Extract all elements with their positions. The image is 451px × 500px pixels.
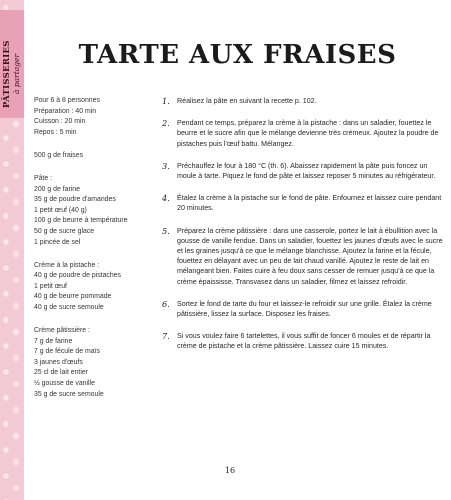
step-text: Sortez le fond de tarte du four et laissez-le refroidir sur une grille. Étalez la crème pâtissière, lissez la surface. Disposez les fraises. — [177, 299, 432, 319]
recipe-meta — [34, 96, 159, 138]
step-text: Étalez la crème à la pistache sur le fond de pâte. Enfournez et laissez cuire pendant 20 minutes. — [177, 194, 442, 213]
ingredient-group-title: Crème pâtissière : — [34, 327, 90, 335]
step-text: Si vous voulez faire 6 tartelettes, il vous suffit de foncer 6 moules et de répartir la crème de pistache et la crème pâtissière. Laissez cuire 15 minutes. — [177, 332, 431, 351]
ingredient-item: 7 g de farine — [34, 337, 73, 345]
step-text: Préparez la crème pâtissière : dans une casserole, portez le lait à ébullition avec la gousse de vanille fendue. Dans un saladier, fouettez les jaunes d'œufs avec le sucre et les graines jusqu'à ce que le mélange blanchisse. Ajoutez la farine et la fécule, fouettez en délayant avec un peu de lait chaud vanillé. Ajoutez le reste de lait en mélangeant bien. Faites cuire à feu doux sans cesser de remuer jusqu'à ce que la crème épaississe. Transvasez dans un saladier, filmez et laissez refroidir. — [177, 226, 443, 286]
steps-column — [162, 96, 445, 352]
ingredient-item: 25 cl de lait entier — [34, 369, 89, 377]
ingredient-item: 3 jaunes d'œufs — [34, 358, 83, 366]
prep-time: Préparation : 40 min — [34, 107, 97, 115]
ingredient-item: 35 g de poudre d'amandes — [34, 196, 116, 204]
ingredient-strawberries: 500 g de fraises — [34, 151, 84, 159]
step-6 — [162, 299, 445, 319]
step-number: 3. — [162, 160, 170, 171]
step-number: 5. — [162, 225, 170, 236]
step-7 — [162, 331, 445, 351]
ingredient-item: 35 g de sucre semoule — [34, 390, 104, 398]
ingredient-group-pate — [34, 174, 159, 248]
servings: Pour 6 à 8 personnes — [34, 97, 100, 104]
ingredient-item: 1 petit œuf — [34, 282, 67, 290]
step-5 — [162, 226, 445, 287]
step-3 — [162, 161, 445, 181]
section-subtitle: à partager — [12, 53, 21, 95]
ingredient-group-pistachio-cream — [34, 261, 159, 314]
page-number: 16 — [224, 466, 236, 475]
ingredient-item: 40 g de sucre semoule — [34, 304, 104, 311]
ingredient-item: 1 petit œuf (40 g) — [34, 206, 87, 214]
step-number: 2. — [162, 118, 170, 129]
ingredient-item: 200 g de farine — [34, 185, 80, 193]
rest-time: Repos : 5 min — [34, 128, 77, 136]
step-number: 4. — [162, 193, 170, 204]
ingredient-item: 100 g de beurre à température — [34, 217, 128, 225]
ingredients-column — [34, 96, 159, 413]
step-number: 1. — [162, 96, 170, 106]
step-number: 6. — [162, 298, 170, 309]
ingredient-group-title: Pâte : — [34, 174, 53, 182]
ingredient-item: 7 g de fécule de maïs — [34, 348, 100, 356]
ingredient-item: 1 pincée de sel — [34, 238, 81, 246]
step-2 — [162, 118, 445, 149]
ingredient-group-pastry-cream — [34, 326, 159, 400]
ingredient-group-title: Crème à la pistache : — [34, 261, 100, 269]
section-tab — [0, 10, 24, 118]
section-tab-label — [2, 24, 22, 124]
step-number: 7. — [162, 331, 170, 342]
step-text: Pendant ce temps, préparez la crème à la pistache : dans un saladier, fouettez le beurre et le sucre afin que le mélange devienne très crémeux. Ajoutez la poudre de pistaches puis l'œuf battu. Mélangez. — [177, 119, 439, 148]
cook-time: Cuisson : 20 min — [34, 118, 86, 126]
ingredient-item: 40 g de beurre pommade — [34, 293, 112, 301]
recipe-title: TARTE AUX FRAISES — [78, 40, 397, 70]
section-category: PÂTISSERIES — [2, 40, 12, 108]
step-text: Réalisez la pâte en suivant la recette p. 102. — [177, 97, 317, 105]
ingredient-item: ½ gousse de vanille — [34, 380, 95, 388]
ingredient-item: 40 g de poudre de pistaches — [34, 272, 121, 280]
step-1 — [162, 96, 445, 106]
step-text: Préchauffez le four à 180 °C (th. 6). Abaissez rapidement la pâte puis foncez un moule à tarte. Piquez le fond de pâte et laissez reposer 5 minutes au réfrigérateur. — [177, 161, 436, 181]
ingredient-item: 50 g de sucre glace — [34, 227, 95, 235]
step-4 — [162, 193, 445, 213]
